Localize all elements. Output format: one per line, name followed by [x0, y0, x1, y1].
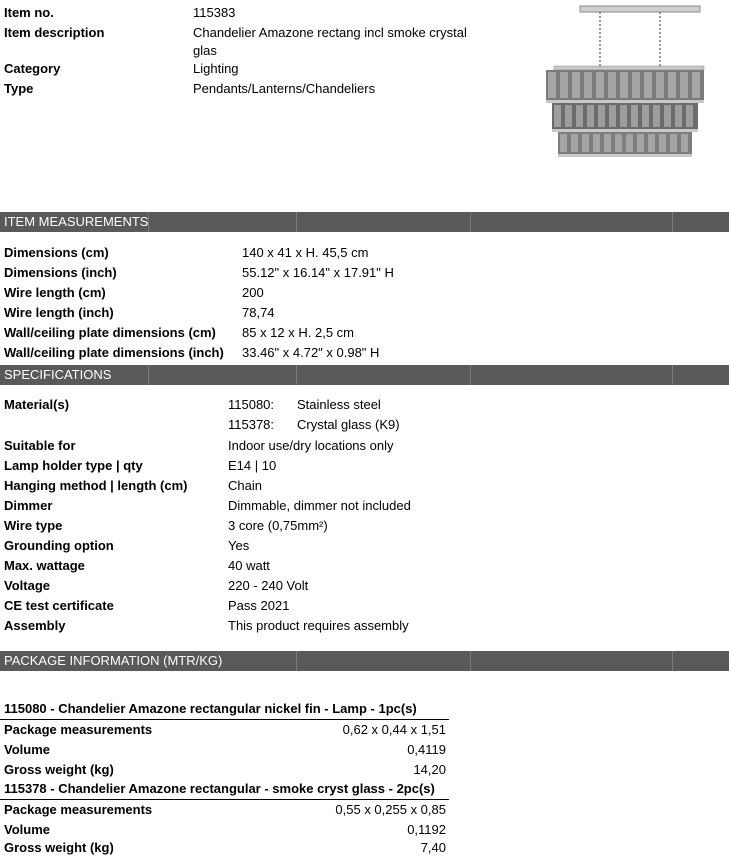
package-row-value: 0,4119: [407, 742, 446, 757]
measurement-label: Wire length (cm): [4, 285, 106, 300]
spec-value: This product requires assembly: [228, 618, 409, 633]
section-title: SPECIFICATIONS: [4, 367, 112, 382]
spec-value: Indoor use/dry locations only: [228, 438, 394, 453]
measurement-label: Wall/ceiling plate dimensions (inch): [4, 345, 224, 360]
section-bar-package-information: [0, 651, 729, 671]
package-item-heading: 115080 - Chandelier Amazone rectangular nickel fin - Lamp - 1pc(s): [4, 701, 417, 716]
package-row-label: Package measurements: [4, 802, 153, 817]
spec-value: Yes: [228, 538, 250, 553]
measurement-value: 55.12" x 16.14" x 17.91" H: [242, 265, 394, 280]
section-title: PACKAGE INFORMATION (MTR/KG): [4, 653, 223, 668]
material-name: Crystal glass (K9): [297, 417, 400, 432]
measurement-label: Dimensions (cm): [4, 245, 109, 260]
spec-label: Wire type: [4, 518, 63, 533]
material-code: 115378:: [228, 417, 275, 432]
type-label: Type: [4, 81, 34, 96]
item-description-label: Item description: [4, 25, 105, 40]
item-description-line2: glas: [193, 43, 217, 58]
section-title: ITEM MEASUREMENTS: [4, 214, 149, 229]
cell-divider: [672, 651, 673, 671]
package-row-label: Volume: [4, 822, 50, 837]
package-row-value: 0,62 x 0,44 x 1,51: [342, 722, 446, 737]
spec-label: Lamp holder type | qty: [4, 458, 143, 473]
cell-divider: [672, 365, 673, 385]
materials-label: Material(s): [4, 397, 70, 412]
spec-label: Dimmer: [4, 498, 53, 513]
spec-label: Voltage: [4, 578, 50, 593]
item-no-value: 115383: [193, 5, 236, 20]
spec-label: Hanging method | length (cm): [4, 478, 188, 493]
spec-value: 220 - 240 Volt: [228, 578, 309, 593]
material-code: 115080:: [228, 397, 275, 412]
spec-label: Suitable for: [4, 438, 76, 453]
spec-value: Pass 2021: [228, 598, 290, 613]
cell-divider: [296, 651, 297, 671]
package-row-label: Gross weight (kg): [4, 762, 114, 777]
cell-divider: [470, 212, 471, 232]
cell-divider: [296, 212, 297, 232]
material-name: Stainless steel: [297, 397, 381, 412]
package-row-label: Gross weight (kg): [4, 840, 114, 855]
package-row-label: Package measurements: [4, 722, 153, 737]
measurement-value: 85 x 12 x H. 2,5 cm: [242, 325, 354, 340]
spec-value: 3 core (0,75mm²): [228, 518, 328, 533]
chandelier-product-image: [540, 4, 710, 164]
cell-divider: [672, 212, 673, 232]
package-item-heading: 115378 - Chandelier Amazone rectangular - smoke cryst glass - 2pc(s): [4, 781, 435, 796]
measurement-value: 33.46" x 4.72" x 0.98" H: [242, 345, 380, 360]
measurement-label: Dimensions (inch): [4, 265, 117, 280]
measurement-label: Wall/ceiling plate dimensions (cm): [4, 325, 216, 340]
spec-value: Dimmable, dimmer not included: [228, 498, 411, 513]
cell-divider: [470, 365, 471, 385]
package-row-value: 0,1192: [407, 822, 446, 837]
measurement-value: 140 x 41 x H. 45,5 cm: [242, 245, 369, 260]
package-row-label: Volume: [4, 742, 50, 757]
measurement-value: 78,74: [242, 305, 275, 320]
section-bar-specifications: [0, 365, 729, 385]
category-label: Category: [4, 61, 61, 76]
item-description-line1: Chandelier Amazone rectang incl smoke crystal: [193, 25, 467, 40]
type-value: Pendants/Lanterns/Chandeliers: [193, 81, 376, 96]
spec-value: E14 | 10: [228, 458, 277, 473]
spec-label: Max. wattage: [4, 558, 85, 573]
item-no-label: Item no.: [4, 5, 54, 20]
spec-label: Assembly: [4, 618, 66, 633]
spec-value: 40 watt: [228, 558, 270, 573]
spec-value: Chain: [228, 478, 262, 493]
package-row-value: 7,40: [420, 840, 446, 855]
category-value: Lighting: [193, 61, 239, 76]
cell-divider: [470, 651, 471, 671]
section-bar-item-measurements: [0, 212, 729, 232]
cell-divider: [148, 212, 149, 232]
cell-divider: [148, 365, 149, 385]
package-row-value: 0,55 x 0,255 x 0,85: [335, 802, 446, 817]
measurement-value: 200: [242, 285, 264, 300]
cell-divider: [296, 365, 297, 385]
measurement-label: Wire length (inch): [4, 305, 114, 320]
package-row-value: 14,20: [413, 762, 446, 777]
spec-label: Grounding option: [4, 538, 114, 553]
spec-label: CE test certificate: [4, 598, 114, 613]
